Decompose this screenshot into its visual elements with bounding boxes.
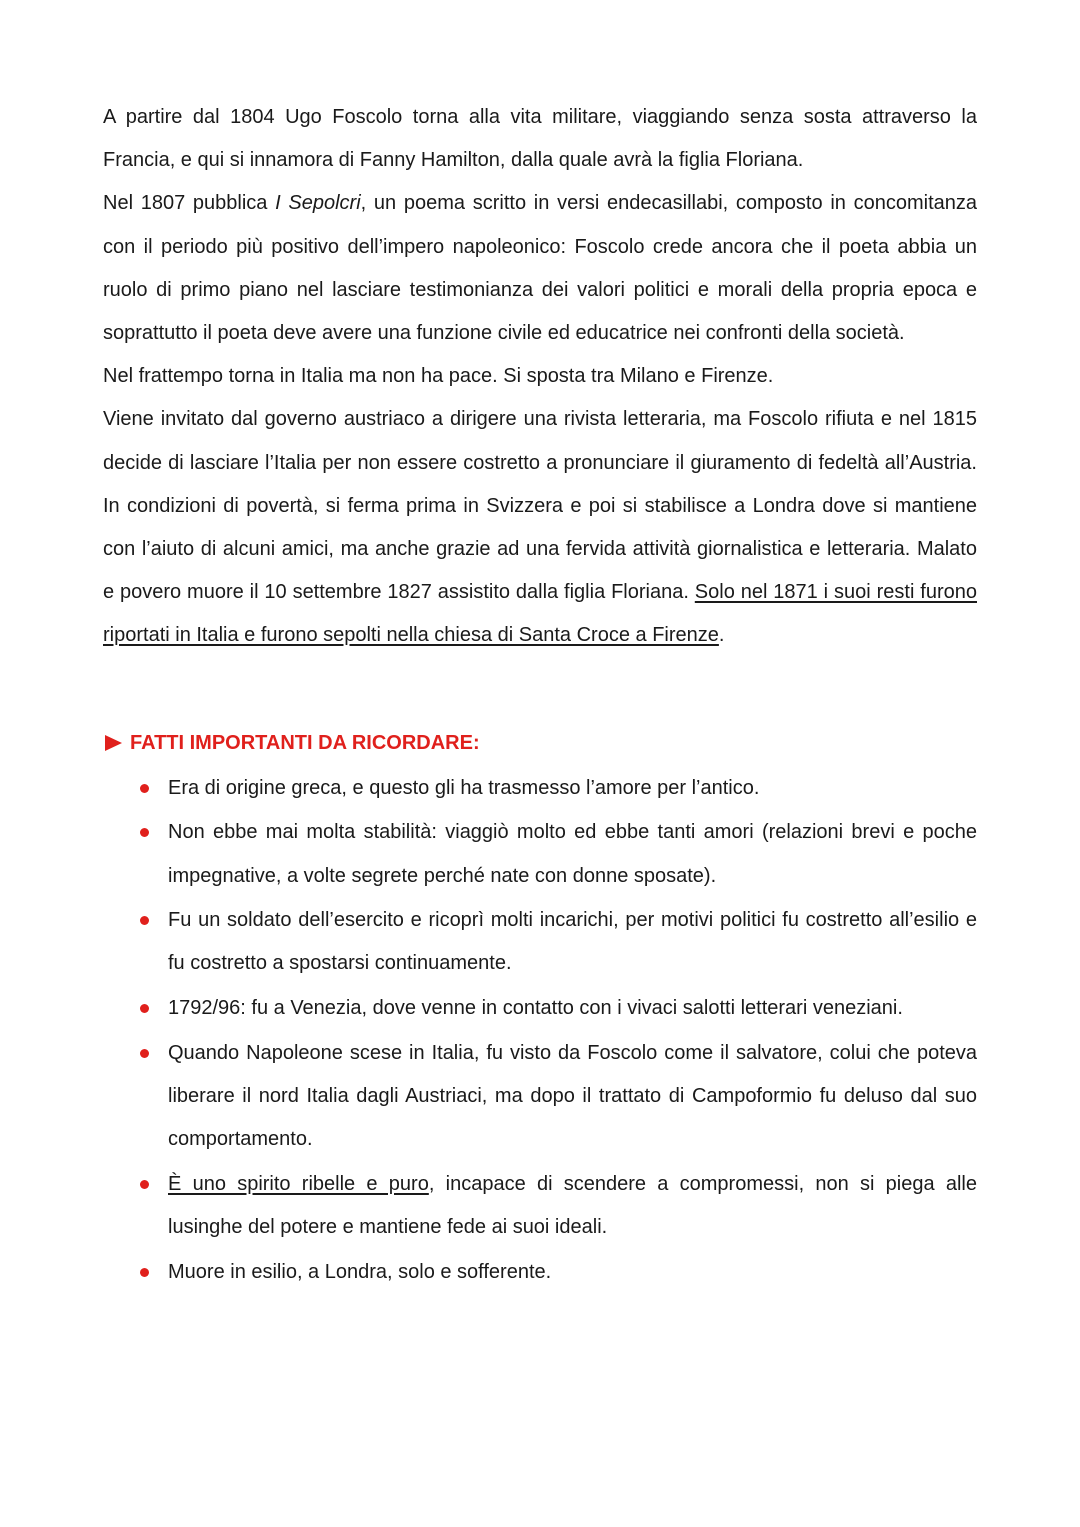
list-item [103,811,977,897]
list-item-text: 1792/96: fu a Venezia, dove venne in contatto con i vivaci salotti letterari veneziani. [168,997,903,1020]
paragraph-3-text: Nel frattempo torna in Italia ma non ha pace. Si sposta tra Milano e Firenze. [103,365,774,388]
paragraph-4-end: . [718,624,725,647]
list-item-text: Muore in esilio, a Londra, solo e sofferente. [168,1260,552,1283]
bullet-dot-icon [140,1180,149,1189]
right-triangle-icon [105,735,122,751]
section-heading-text: FATTI IMPORTANTI DA RICORDARE: [130,731,480,754]
bullet-dot-icon [140,1049,149,1058]
section-heading [103,722,977,765]
bullet-dot-icon [140,1268,149,1277]
list-item-text: Non ebbe mai molta stabilità: viaggiò molto ed ebbe tanti amori (relazioni brevi e poche impegnative, a volte segrete perché nate con donne sposate). [168,821,977,887]
list-item [103,1032,977,1162]
paragraph-1 [103,96,977,182]
paragraph-4 [103,398,977,657]
list-item [103,987,977,1030]
paragraph-4-underlined: Solo nel 1871 i suoi resti furono riportati in Italia e furono sepolti nella chiesa di Santa Croce a Firenze [103,581,977,647]
paragraph-2 [103,182,977,355]
list-item-text-wrap [168,1163,977,1249]
paragraph-4-pre: Viene invitato dal governo austriaco a dirigere una rivista letteraria, ma Foscolo rifiuta e nel 1815 decide di lasciare l’Italia per non essere costretto a pronunciare il giuramento di fedeltà all’Austria. In condizioni di povertà, si ferma prima in Svizzera e poi si stabilisce a Londra dove si mantiene con l’aiuto di alcuni amici, ma anche grazie ad una fervida attività giornalistica e letteraria. Malato e povero muore il 10 settembre 1827 assistito dalla figlia Floriana. [103,408,977,604]
list-item [103,767,977,810]
list-item-text: , incapace di scendere a compromessi, non si piega alle lusinghe del potere e mantiene fede ai suoi ideali. [168,1172,977,1239]
bullet-dot-icon [140,916,149,925]
paragraph-2-pre: Nel 1807 pubblica [103,192,276,215]
list-item-text: Quando Napoleone scese in Italia, fu visto da Foscolo come il salvatore, colui che poteva liberare il nord Italia dagli Austriaci, ma dopo il trattato di Campoformio fu deluso dal suo comportamento. [168,1041,977,1151]
list-item-text: Era di origine greca, e questo gli ha trasmesso l’amore per l’antico. [168,776,760,799]
list-item-text: Fu un soldato dell’esercito e ricoprì molti incarichi, per motivi politici fu costretto all’esilio e fu costretto a spostarsi continuamente. [168,909,977,975]
list-item [103,1163,977,1249]
paragraph-1-text: A partire dal 1804 Ugo Foscolo torna alla vita militare, viaggiando senza sosta attraverso la Francia, e qui si innamora di Fanny Hamilton, dalla quale avrà la figlia Floriana. [103,106,977,172]
paragraph-2-title: I Sepolcri [275,192,361,215]
list-item [103,1251,977,1294]
paragraph-3 [103,355,977,398]
list-item [103,899,977,985]
bullet-dot-icon [140,1004,149,1013]
facts-list [103,767,977,1294]
bullet-dot-icon [140,784,149,793]
paragraph-2-post: , un poema scritto in versi endecasillabi, composto in concomitanza con il periodo più positivo dell’impero napoleonico: Foscolo crede ancora che il poeta abbia un ruolo di primo piano nel lasciare testimonianza dei valori politici e morali della propria epoca e soprattutto il poeta deve avere una funzione civile ed educatrice nei confronti della società. [103,192,977,345]
bullet-dot-icon [140,828,149,837]
list-item-underlined: È uno spirito ribelle e puro [168,1172,429,1195]
document-page [103,96,977,1296]
